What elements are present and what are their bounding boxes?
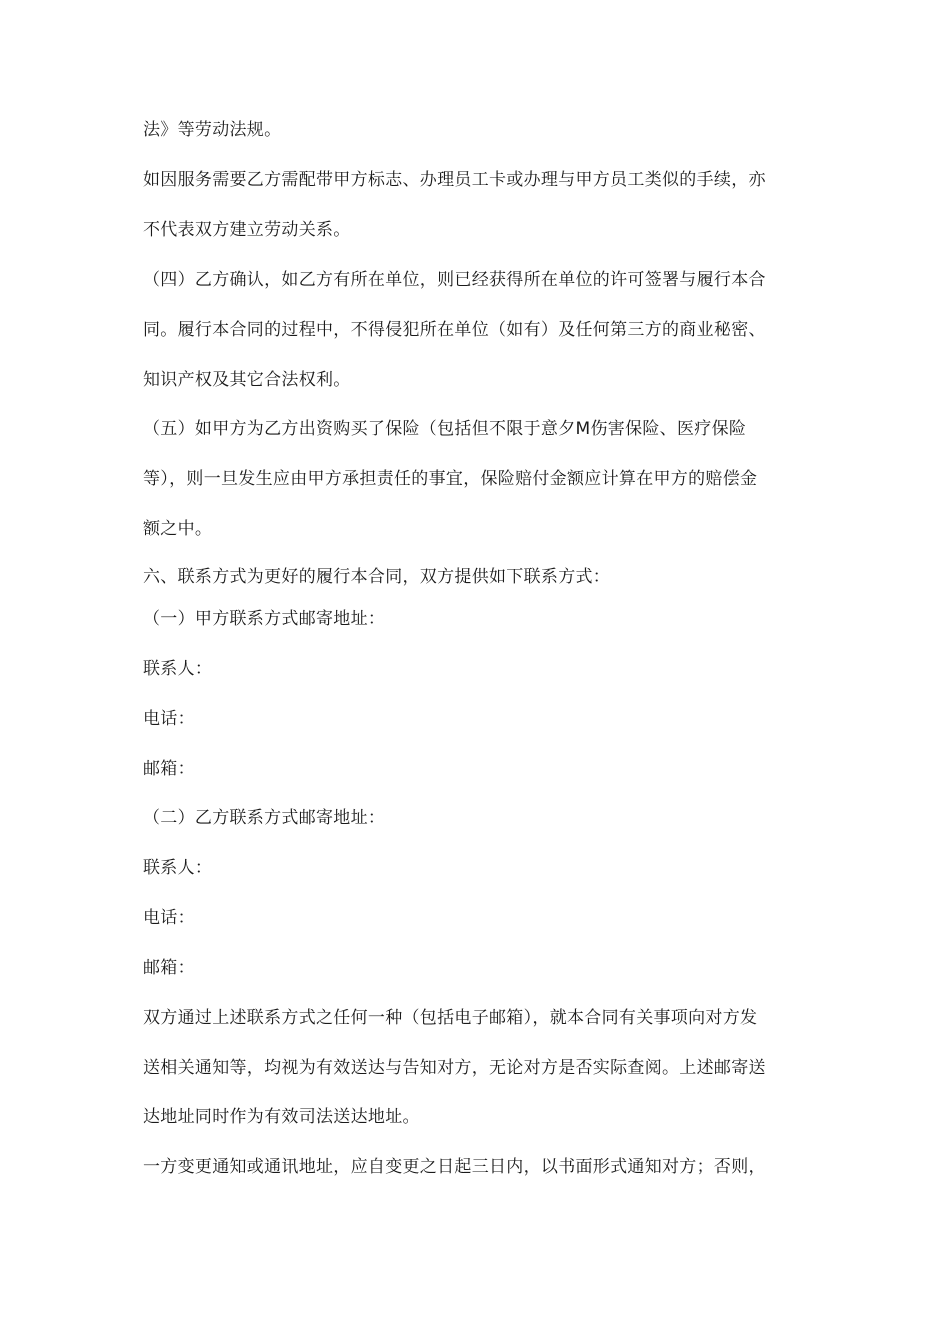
text-line: 同。履行本合同的过程中，不得侵犯所在单位（如有）及任何第三方的商业秘密、	[143, 320, 766, 340]
text-line: 额之中。	[143, 519, 213, 539]
text-line: 电话：	[143, 709, 195, 729]
text-line: 邮箱：	[143, 759, 195, 779]
text-line: 不代表双方建立劳动关系。	[143, 220, 351, 240]
text-line: 邮箱：	[143, 958, 195, 978]
section-heading: 六、联系方式为更好的履行本合同，双方提供如下联系方式：	[143, 567, 611, 587]
text-line: 如因服务需要乙方需配带甲方标志、办理员工卡或办理与甲方员工类似的手续，亦	[143, 170, 766, 190]
text-line: 送相关通知等，均视为有效送达与告知对方，无论对方是否实际查阅。上述邮寄送	[143, 1058, 766, 1078]
text-line: （四）乙方确认，如乙方有所在单位，则已经获得所在单位的许可签署与履行本合	[143, 270, 766, 290]
text-line: 联系人：	[143, 858, 213, 878]
text-line: 联系人：	[143, 659, 213, 679]
text-line: （一）甲方联系方式邮寄地址：	[143, 609, 386, 629]
text-line: （二）乙方联系方式邮寄地址：	[143, 808, 386, 828]
text-line: 电话：	[143, 908, 195, 928]
text-line: 一方变更通知或通讯地址，应自变更之日起三日内，以书面形式通知对方；否则，	[143, 1157, 766, 1177]
text-line: 双方通过上述联系方式之任何一种（包括电子邮箱），就本合同有关事项向对方发	[143, 1008, 758, 1028]
text-line: 法》等劳动法规。	[143, 120, 282, 140]
text-line: 知识产权及其它合法权利。	[143, 370, 351, 390]
text-line: 等），则一旦发生应由甲方承担责任的事宜，保险赔付金额应计算在甲方的赔偿金	[143, 469, 758, 489]
text-line: （五）如甲方为乙方出资购买了保险（包括但不限于意夕M伤害保险、医疗保险	[143, 419, 747, 439]
text-line: 达地址同时作为有效司法送达地址。	[143, 1107, 420, 1127]
